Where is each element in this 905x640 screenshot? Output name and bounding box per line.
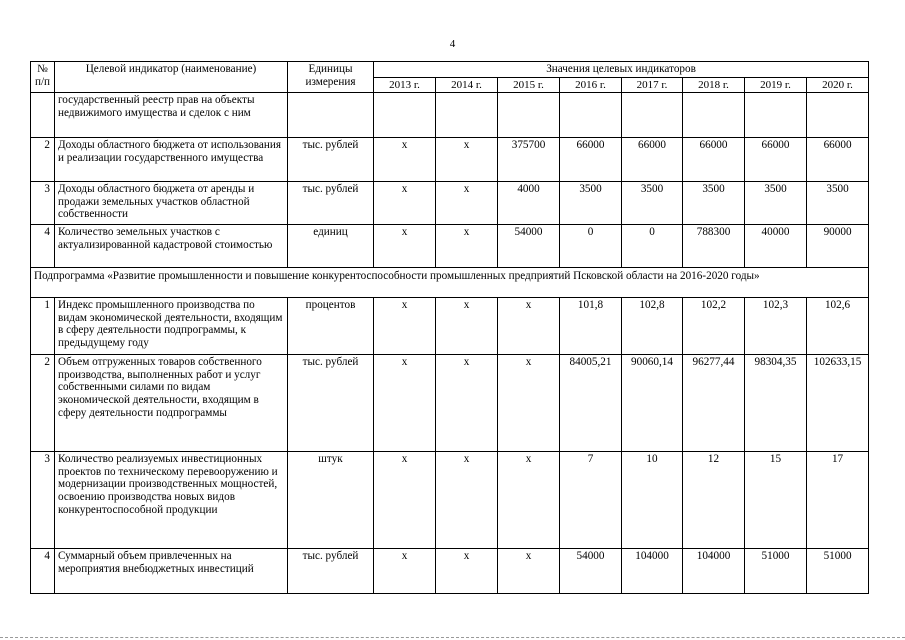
row-value: х — [436, 225, 498, 268]
row-value: х — [498, 355, 560, 452]
header-year: 2019 г. — [745, 77, 807, 93]
row-unit: тыс. рублей — [288, 355, 374, 452]
row-value: х — [436, 549, 498, 594]
row-value: 66000 — [807, 138, 869, 182]
row-value: х — [374, 298, 436, 355]
indicators-table — [30, 61, 869, 594]
row-value: х — [436, 355, 498, 452]
header-indicator: Целевой индикатор (наименование) — [55, 62, 288, 93]
row-indicator: Доходы областного бюджета от аренды и продажи земельных участков областной собственности — [55, 182, 288, 225]
row-value: х — [374, 355, 436, 452]
row-value: 66000 — [745, 138, 807, 182]
table-row — [31, 298, 869, 355]
table-row — [31, 355, 869, 452]
row-value: 3500 — [745, 182, 807, 225]
row-indicator: Количество реализуемых инвестиционных проектов по техническому перевооружению и модернизации производственных мощностей, освоению производства новых видов конкурентоспособной продукции — [55, 452, 288, 549]
row-value: 51000 — [745, 549, 807, 594]
row-value — [807, 93, 869, 138]
row-num: 2 — [31, 355, 55, 452]
row-value: 66000 — [560, 138, 622, 182]
row-value: х — [498, 452, 560, 549]
row-indicator: Доходы областного бюджета от использования и реализации государственного имущества — [55, 138, 288, 182]
row-unit: тыс. рублей — [288, 549, 374, 594]
row-unit: единиц — [288, 225, 374, 268]
row-value: х — [374, 225, 436, 268]
row-value: х — [374, 549, 436, 594]
table-row — [31, 138, 869, 182]
row-value: х — [436, 298, 498, 355]
row-indicator: Индекс промышленного производства по видам экономической деятельности, входящим в сферу деятельности подпрограммы, к предыдущему году — [55, 298, 288, 355]
row-value: 788300 — [683, 225, 745, 268]
header-values-group: Значения целевых индикаторов — [374, 62, 869, 78]
row-value: 102,3 — [745, 298, 807, 355]
header-year: 2018 г. — [683, 77, 745, 93]
header-year: 2020 г. — [807, 77, 869, 93]
row-value: 51000 — [807, 549, 869, 594]
row-value: х — [498, 298, 560, 355]
row-indicator: Количество земельных участков с актуализированной кадастровой стоимостью — [55, 225, 288, 268]
row-value: 17 — [807, 452, 869, 549]
table-row — [31, 452, 869, 549]
row-value: х — [374, 182, 436, 225]
row-value: 96277,44 — [683, 355, 745, 452]
table-row — [31, 93, 869, 138]
row-value — [374, 93, 436, 138]
row-indicator: Объем отгруженных товаров собственного производства, выполненных работ и услуг собственными силами по видам экономической деятельности, входящим в сферу деятельности подпрограммы — [55, 355, 288, 452]
row-value: 104000 — [683, 549, 745, 594]
row-value: 54000 — [498, 225, 560, 268]
row-value — [745, 93, 807, 138]
row-num: 3 — [31, 182, 55, 225]
row-unit: процентов — [288, 298, 374, 355]
row-value: 0 — [622, 225, 683, 268]
header-year: 2015 г. — [498, 77, 560, 93]
row-value: 3500 — [807, 182, 869, 225]
row-value — [560, 93, 622, 138]
row-value: 90060,14 — [622, 355, 683, 452]
row-value: 0 — [560, 225, 622, 268]
header-num: № п/п — [31, 62, 55, 93]
row-unit: штук — [288, 452, 374, 549]
row-value: х — [436, 452, 498, 549]
row-value: 4000 — [498, 182, 560, 225]
row-value: х — [374, 138, 436, 182]
row-value: 3500 — [622, 182, 683, 225]
scan-edge-line — [0, 637, 905, 638]
row-indicator: Суммарный объем привлеченных на мероприятия внебюджетных инвестиций — [55, 549, 288, 594]
row-value: 10 — [622, 452, 683, 549]
subprogram-row — [31, 268, 869, 298]
row-num — [31, 93, 55, 138]
row-value: 3500 — [560, 182, 622, 225]
subprogram-title: Подпрограмма «Развитие промышленности и повышение конкурентоспособности промышленных предприятий Псковской области на 2016-2020 годы» — [31, 268, 869, 298]
header-year: 2017 г. — [622, 77, 683, 93]
row-value: х — [436, 138, 498, 182]
row-unit: тыс. рублей — [288, 138, 374, 182]
row-value — [622, 93, 683, 138]
table-row — [31, 225, 869, 268]
row-num: 1 — [31, 298, 55, 355]
row-value — [683, 93, 745, 138]
row-value: 3500 — [683, 182, 745, 225]
row-num: 2 — [31, 138, 55, 182]
row-value: х — [498, 549, 560, 594]
row-value: 66000 — [683, 138, 745, 182]
row-value: 15 — [745, 452, 807, 549]
row-value: 12 — [683, 452, 745, 549]
row-num: 3 — [31, 452, 55, 549]
row-value: 104000 — [622, 549, 683, 594]
row-value: 66000 — [622, 138, 683, 182]
row-value: 102,8 — [622, 298, 683, 355]
row-value: 7 — [560, 452, 622, 549]
row-indicator: государственный реестр прав на объекты недвижимого имущества и сделок с ним — [55, 93, 288, 138]
table-row — [31, 182, 869, 225]
page-number: 4 — [449, 38, 456, 50]
row-value — [498, 93, 560, 138]
row-value: 102633,15 — [807, 355, 869, 452]
header-year: 2013 г. — [374, 77, 436, 93]
row-value: 98304,35 — [745, 355, 807, 452]
row-value: 90000 — [807, 225, 869, 268]
row-value — [436, 93, 498, 138]
row-value: 375700 — [498, 138, 560, 182]
row-value: 40000 — [745, 225, 807, 268]
row-value: 54000 — [560, 549, 622, 594]
row-num: 4 — [31, 549, 55, 594]
row-unit — [288, 93, 374, 138]
row-value: 102,2 — [683, 298, 745, 355]
header-year: 2014 г. — [436, 77, 498, 93]
row-num: 4 — [31, 225, 55, 268]
row-value: 101,8 — [560, 298, 622, 355]
header-year: 2016 г. — [560, 77, 622, 93]
row-value: х — [436, 182, 498, 225]
row-value: 102,6 — [807, 298, 869, 355]
row-value: 84005,21 — [560, 355, 622, 452]
row-unit: тыс. рублей — [288, 182, 374, 225]
header-units: Единицы измерения — [288, 62, 374, 93]
row-value: х — [374, 452, 436, 549]
table-row — [31, 549, 869, 594]
